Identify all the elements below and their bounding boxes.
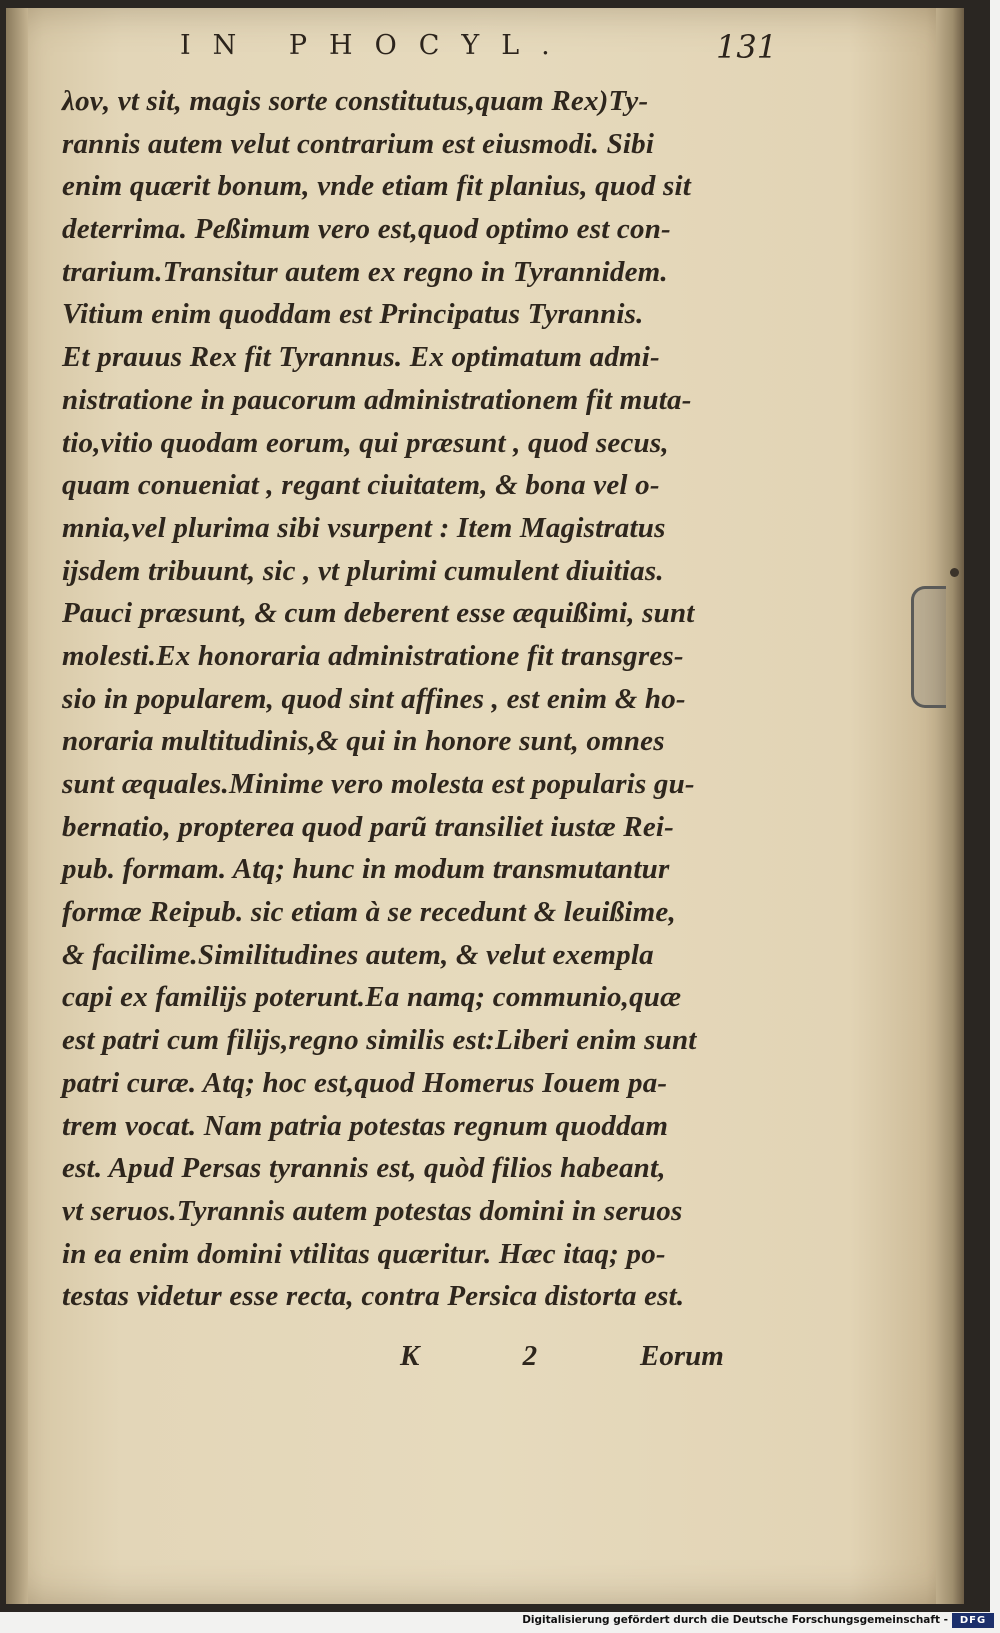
text-line: bernatio, propterea quod parũ transiliet iustæ Rei- [62,810,675,843]
ink-spot [950,568,959,577]
text-line: Vitium enim quoddam est Principatus Tyrannis. [62,298,644,331]
text-line: est patri cum filijs,regno similis est:Liberi enim sunt [62,1024,697,1057]
text-line: rannis autem velut contrarium est eiusmodi. Sibi [62,127,655,160]
running-head: IN PHOCYL. [180,30,572,61]
text-line: Pauci præsunt, & cum deberent esse æquißimi, sunt [62,597,695,630]
text-line: deterrima. Peßimum vero est,quod optimo est con- [62,213,671,246]
text-line: Et prauus Rex fit Tyrannus. Ex optimatum admi- [62,341,660,374]
text-line: nistratione in paucorum administrationem fit muta- [62,383,692,416]
text-line: & facilime.Similitudines autem, & velut exempla [62,938,654,971]
text-line: tio,vitio quodam eorum, qui præsunt , quod secus, [62,426,669,459]
text-line: pub. formam. Atq; hunc in modum transmutantur [62,853,670,886]
text-line: λον, vt sit, magis sorte constitutus,quam Rex)Ty- [62,85,649,117]
text-line: trem vocat. Nam patria potestas regnum quoddam [62,1109,669,1142]
text-line: ijsdem tribuunt, sic , vt plurimi cumulent diuitias. [62,554,664,587]
text-line: est. Apud Persas tyrannis est, quòd filios habeant, [62,1152,666,1185]
text-line: sunt æquales.Minime vero molesta est popularis gu- [62,768,695,800]
text-line: mnia,vel plurima sibi vsurpent : Item Magistratus [62,511,666,544]
spine-shadow [6,8,28,1604]
text-line: noraria multitudinis,& qui in honore sunt, omnes [62,725,665,758]
text-line: in ea enim domini vtilitas quæritur. Hæc itaq; po- [62,1237,666,1270]
text-line: testas videtur esse recta, contra Persica distorta est. [62,1280,685,1313]
dfg-logo: DFG [952,1613,994,1628]
catchword: Eorum [640,1340,724,1372]
text-line: trarium.Transitur autem ex regno in Tyrannidem. [62,255,668,288]
page-clip [911,586,946,708]
text-line: formæ Reipub. sic etiam à se recedunt & leuißime, [62,896,676,929]
text-line: vt seruos.Tyrannis autem potestas domini in seruos [62,1194,683,1227]
text-line: capi ex familijs poterunt.Ea namq; communio,quæ [62,981,682,1014]
text-line: patri curæ. Atq; hoc est,quod Homerus Iouem pa- [62,1066,668,1099]
text-line: enim quærit bonum, vnde etiam fit planius, quod sit [62,170,691,203]
page-number: 131 [716,28,778,66]
digitization-credit: Digitalisierung gefördert durch die Deutsche Forschungsgemeinschaft - [522,1614,948,1626]
signature-mark: K 2 [400,1340,586,1372]
text-line: quam conueniat , regant ciuitatem, & bona vel o- [62,469,660,502]
page-fore-edge [936,8,964,1604]
body-text [62,80,782,1318]
text-line: molesti.Ex honoraria administratione fit transgres- [62,639,684,672]
text-line: sio in popularem, quod sint affines , est enim & ho- [62,682,686,715]
